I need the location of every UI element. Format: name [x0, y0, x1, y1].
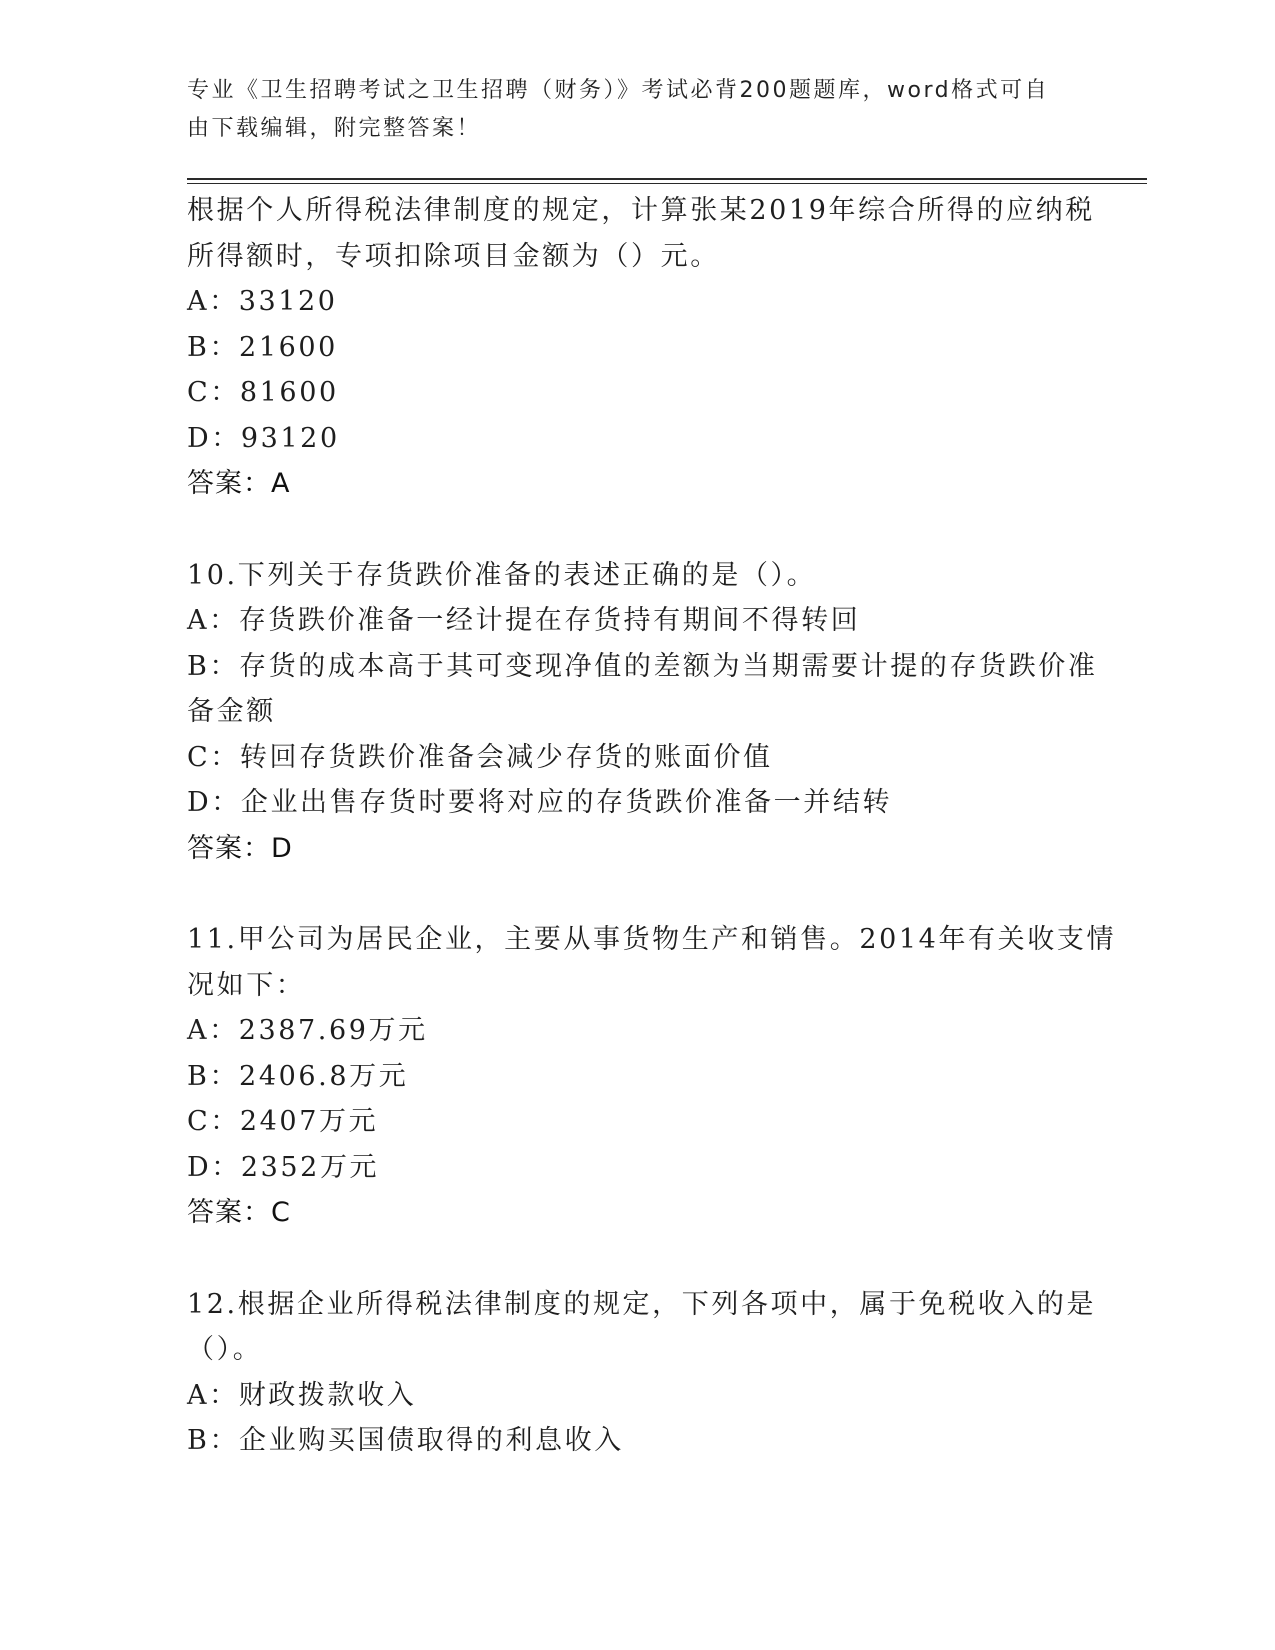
- option-b: B：21600: [187, 331, 338, 363]
- question-list: [187, 188, 1117, 1464]
- question-stem-line: 所得额时，专项扣除项目金额为（）元。: [187, 240, 720, 272]
- question-block: [187, 1282, 1097, 1464]
- option-a: A：存货跌价准备一经计提在存货持有期间不得转回: [187, 605, 861, 636]
- option-b: B：存货的成本高于其可变现净值的差额为当期需要计提的存货跌价准: [187, 650, 1098, 682]
- header-line-1: 专业《卫生招聘考试之卫生招聘（财务）》考试必背200题题库，word格式可自: [187, 78, 1050, 103]
- option-b: B：企业购买国债取得的利息收入: [187, 1425, 624, 1456]
- question-block: [187, 917, 1117, 1236]
- option-c: C：转回存货跌价准备会减少存货的账面价值: [187, 741, 773, 773]
- option-a: A：2387.69万元: [187, 1015, 428, 1046]
- option-d: D：93120: [187, 422, 340, 454]
- option-b-continued: 备金额: [187, 696, 276, 727]
- question-stem-line: 11.甲公司为居民企业，主要从事货物生产和销售。2014年有关收支情: [187, 924, 1117, 955]
- option-c: C：81600: [187, 377, 339, 408]
- option-d: D：2352万元: [187, 1151, 380, 1183]
- document-header: [187, 72, 1067, 148]
- header-line-2: 由下载编辑，附完整答案！: [187, 116, 482, 141]
- question-block: [187, 553, 1098, 872]
- option-a: A：33120: [187, 286, 338, 317]
- header-divider-thick: [187, 178, 1147, 180]
- answer-line: 答案：D: [187, 832, 293, 864]
- option-a: A：财政拨款收入: [187, 1379, 417, 1411]
- option-c: C：2407万元: [187, 1106, 379, 1137]
- answer-line: 答案：C: [187, 1197, 291, 1228]
- question-stem-line: 10.下列关于存货跌价准备的表述正确的是（）。: [187, 559, 817, 591]
- option-b: B：2406.8万元: [187, 1060, 409, 1092]
- question-block: [187, 188, 1095, 507]
- question-stem-line: （）。: [187, 1334, 263, 1365]
- answer-line: 答案：A: [187, 468, 291, 499]
- question-stem-line: 12.根据企业所得税法律制度的规定，下列各项中，属于免税收入的是: [187, 1288, 1097, 1320]
- header-divider-thin: [187, 183, 1147, 184]
- question-stem-line: 根据个人所得税法律制度的规定，计算张某2019年综合所得的应纳税: [187, 195, 1095, 226]
- option-d: D：企业出售存货时要将对应的存货跌价准备一并结转: [187, 787, 893, 818]
- question-stem-line: 况如下：: [187, 969, 306, 1001]
